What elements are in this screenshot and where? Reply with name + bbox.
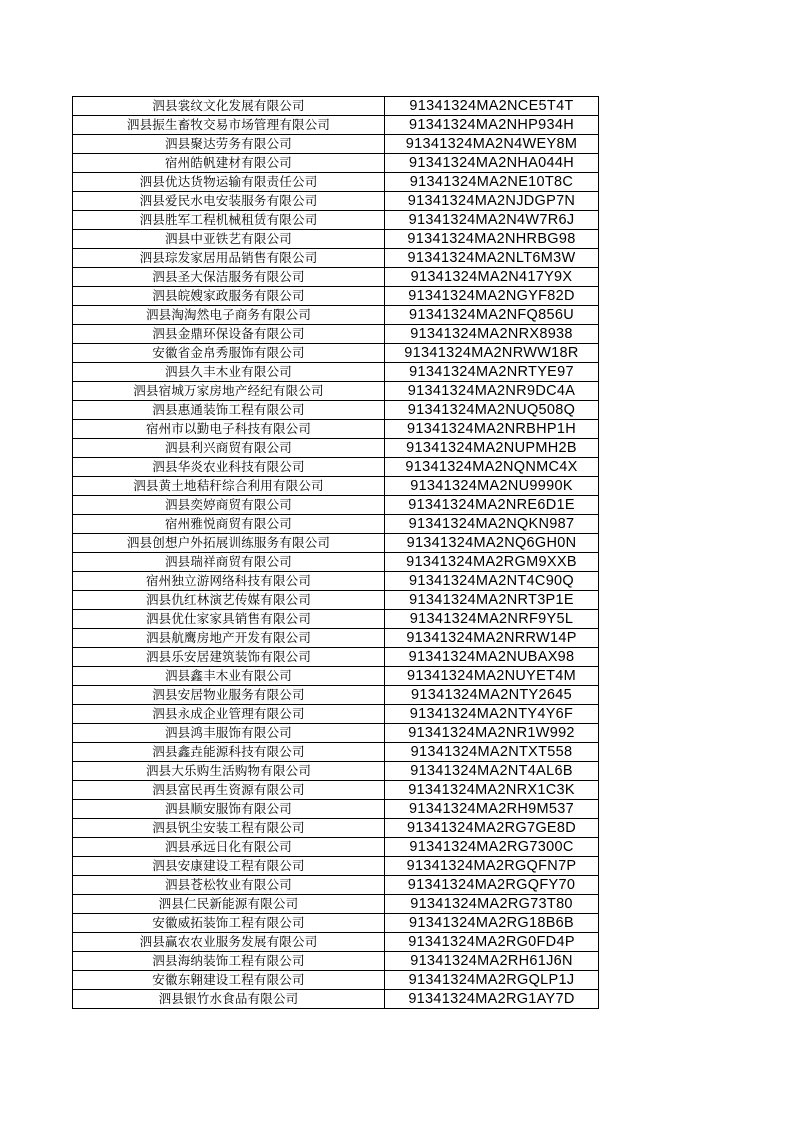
company-name-cell: 泗县惠通装饰工程有限公司: [73, 401, 385, 420]
company-name-cell: 泗县瑞祥商贸有限公司: [73, 553, 385, 572]
company-name-cell: 泗县赢农农业服务发展有限公司: [73, 933, 385, 952]
credit-code-cell: 91341324MA2NU9990K: [385, 477, 599, 496]
table-row: [73, 553, 599, 572]
credit-code-cell: 91341324MA2RG7300C: [385, 838, 599, 857]
company-name-cell: 泗县永成企业管理有限公司: [73, 705, 385, 724]
company-name-cell: 泗县胜军工程机械租赁有限公司: [73, 211, 385, 230]
company-name-cell: 宿州独立游网络科技有限公司: [73, 572, 385, 591]
company-name-cell: 泗县乐安居建筑装饰有限公司: [73, 648, 385, 667]
company-name-cell: 泗县优仕家家具销售有限公司: [73, 610, 385, 629]
credit-code-cell: 91341324MA2RGQLP1J: [385, 971, 599, 990]
credit-code-cell: 91341324MA2NT4C90Q: [385, 572, 599, 591]
table-row: [73, 971, 599, 990]
credit-code-cell: 91341324MA2NHRBG98: [385, 230, 599, 249]
table-row: [73, 705, 599, 724]
credit-code-cell: 91341324MA2NUQ508Q: [385, 401, 599, 420]
credit-code-cell: 91341324MA2NTXT558: [385, 743, 599, 762]
table-row: [73, 458, 599, 477]
credit-code-cell: 91341324MA2NRT3P1E: [385, 591, 599, 610]
table-row: [73, 743, 599, 762]
company-name-cell: 安徽威拓装饰工程有限公司: [73, 914, 385, 933]
table-row: [73, 192, 599, 211]
table-row: [73, 135, 599, 154]
table-row: [73, 838, 599, 857]
company-name-cell: 泗县航鹰房地产开发有限公司: [73, 629, 385, 648]
company-name-cell: 泗县鑫丰木业有限公司: [73, 667, 385, 686]
credit-code-cell: 91341324MA2NRTYE97: [385, 363, 599, 382]
company-name-cell: 泗县创想户外拓展训练服务有限公司: [73, 534, 385, 553]
table-row: [73, 800, 599, 819]
table-row: [73, 781, 599, 800]
credit-code-cell: 91341324MA2RG73T80: [385, 895, 599, 914]
credit-code-cell: 91341324MA2NRE6D1E: [385, 496, 599, 515]
table-row: [73, 496, 599, 515]
table-row: [73, 401, 599, 420]
credit-code-cell: 91341324MA2NLT6M3W: [385, 249, 599, 268]
company-name-cell: 泗县鸿丰服饰有限公司: [73, 724, 385, 743]
table-row: [73, 857, 599, 876]
company-name-cell: 泗县安康建设工程有限公司: [73, 857, 385, 876]
table-row: [73, 154, 599, 173]
company-name-cell: 泗县宿城万家房地产经纪有限公司: [73, 382, 385, 401]
credit-code-cell: 91341324MA2RH9M537: [385, 800, 599, 819]
company-name-cell: 宿州皓帆建材有限公司: [73, 154, 385, 173]
company-name-cell: 安徽省金帛秀服饰有限公司: [73, 344, 385, 363]
table-row: [73, 344, 599, 363]
company-name-cell: 泗县皖嫂家政服务有限公司: [73, 287, 385, 306]
credit-code-cell: 91341324MA2NRWW18R: [385, 344, 599, 363]
credit-code-cell: 91341324MA2NUPMH2B: [385, 439, 599, 458]
credit-code-cell: 91341324MA2NTY2645: [385, 686, 599, 705]
credit-code-cell: 91341324MA2NRRW14P: [385, 629, 599, 648]
table-row: [73, 895, 599, 914]
company-name-cell: 泗县安居物业服务有限公司: [73, 686, 385, 705]
table-row: [73, 629, 599, 648]
table-row: [73, 952, 599, 971]
company-name-cell: 泗县奕婷商贸有限公司: [73, 496, 385, 515]
table-row: [73, 914, 599, 933]
table-row: [73, 249, 599, 268]
table-row: [73, 591, 599, 610]
credit-code-cell: 91341324MA2NRF9Y5L: [385, 610, 599, 629]
company-name-cell: 泗县爱民水电安装服务有限公司: [73, 192, 385, 211]
table-row: [73, 268, 599, 287]
company-name-cell: 泗县银竹水食品有限公司: [73, 990, 385, 1009]
table-row: [73, 648, 599, 667]
company-name-cell: 泗县振生畜牧交易市场管理有限公司: [73, 116, 385, 135]
table-row: [73, 686, 599, 705]
table-row: [73, 325, 599, 344]
credit-code-cell: 91341324MA2RG1AY7D: [385, 990, 599, 1009]
table-row: [73, 572, 599, 591]
company-name-cell: 泗县黄土地秸秆综合利用有限公司: [73, 477, 385, 496]
company-name-cell: 泗县中亚铁艺有限公司: [73, 230, 385, 249]
credit-code-cell: 91341324MA2RGQFN7P: [385, 857, 599, 876]
company-name-cell: 泗县大乐购生活购物有限公司: [73, 762, 385, 781]
credit-code-cell: 91341324MA2NGYF82D: [385, 287, 599, 306]
table-row: [73, 382, 599, 401]
company-name-cell: 泗县久丰木业有限公司: [73, 363, 385, 382]
company-name-cell: 泗县海纳装饰工程有限公司: [73, 952, 385, 971]
table-row: [73, 667, 599, 686]
table-row: [73, 287, 599, 306]
credit-code-cell: 91341324MA2NQNMC4X: [385, 458, 599, 477]
company-name-cell: 泗县富民再生资源有限公司: [73, 781, 385, 800]
credit-code-cell: 91341324MA2NRX8938: [385, 325, 599, 344]
credit-code-cell: 91341324MA2RG0FD4P: [385, 933, 599, 952]
company-name-cell: 泗县金鼎环保设备有限公司: [73, 325, 385, 344]
company-name-cell: 泗县仇红林演艺传媒有限公司: [73, 591, 385, 610]
credit-code-cell: 91341324MA2NT4AL6B: [385, 762, 599, 781]
company-name-cell: 泗县顺安服饰有限公司: [73, 800, 385, 819]
credit-code-cell: 91341324MA2NUBAX98: [385, 648, 599, 667]
company-name-cell: 泗县钒尘安装工程有限公司: [73, 819, 385, 838]
table-row: [73, 439, 599, 458]
table-row: [73, 306, 599, 325]
company-registry-table: [72, 96, 599, 1009]
table-row: [73, 173, 599, 192]
company-name-cell: 泗县鑫垚能源科技有限公司: [73, 743, 385, 762]
company-name-cell: 泗县裳纹文化发展有限公司: [73, 97, 385, 116]
table-row: [73, 116, 599, 135]
company-name-cell: 泗县承远日化有限公司: [73, 838, 385, 857]
table-row: [73, 610, 599, 629]
credit-code-cell: 91341324MA2NFQ856U: [385, 306, 599, 325]
credit-code-cell: 91341324MA2NQ6GH0N: [385, 534, 599, 553]
table-row: [73, 97, 599, 116]
credit-code-cell: 91341324MA2NR1W992: [385, 724, 599, 743]
company-name-cell: 安徽东翱建设工程有限公司: [73, 971, 385, 990]
credit-code-cell: 91341324MA2N417Y9X: [385, 268, 599, 287]
credit-code-cell: 91341324MA2NUYET4M: [385, 667, 599, 686]
company-name-cell: 泗县圣大保洁服务有限公司: [73, 268, 385, 287]
table-row: [73, 762, 599, 781]
company-name-cell: 泗县优达货物运输有限责任公司: [73, 173, 385, 192]
credit-code-cell: 91341324MA2NJDGP7N: [385, 192, 599, 211]
company-name-cell: 宿州市以勤电子科技有限公司: [73, 420, 385, 439]
credit-code-cell: 91341324MA2NHP934H: [385, 116, 599, 135]
table-row: [73, 420, 599, 439]
table-row: [73, 876, 599, 895]
credit-code-cell: 91341324MA2NCE5T4T: [385, 97, 599, 116]
credit-code-cell: 91341324MA2RH61J6N: [385, 952, 599, 971]
table-row: [73, 477, 599, 496]
table-row: [73, 211, 599, 230]
credit-code-cell: 91341324MA2RGQFY70: [385, 876, 599, 895]
table-row: [73, 363, 599, 382]
credit-code-cell: 91341324MA2NE10T8C: [385, 173, 599, 192]
credit-code-cell: 91341324MA2RG7GE8D: [385, 819, 599, 838]
table-row: [73, 933, 599, 952]
company-name-cell: 泗县聚达劳务有限公司: [73, 135, 385, 154]
company-name-cell: 泗县华炎农业科技有限公司: [73, 458, 385, 477]
company-registry-body: [73, 97, 599, 1009]
credit-code-cell: 91341324MA2RG18B6B: [385, 914, 599, 933]
credit-code-cell: 91341324MA2NR9DC4A: [385, 382, 599, 401]
table-row: [73, 515, 599, 534]
credit-code-cell: 91341324MA2NRBHP1H: [385, 420, 599, 439]
credit-code-cell: 91341324MA2N4W7R6J: [385, 211, 599, 230]
company-name-cell: 泗县利兴商贸有限公司: [73, 439, 385, 458]
table-row: [73, 534, 599, 553]
table-row: [73, 819, 599, 838]
credit-code-cell: 91341324MA2NRX1C3K: [385, 781, 599, 800]
table-row: [73, 990, 599, 1009]
company-name-cell: 泗县苍松牧业有限公司: [73, 876, 385, 895]
company-name-cell: 泗县淘淘然电子商务有限公司: [73, 306, 385, 325]
company-name-cell: 宿州雅悦商贸有限公司: [73, 515, 385, 534]
credit-code-cell: 91341324MA2N4WEY8M: [385, 135, 599, 154]
credit-code-cell: 91341324MA2RGM9XXB: [385, 553, 599, 572]
company-name-cell: 泗县仁民新能源有限公司: [73, 895, 385, 914]
table-row: [73, 724, 599, 743]
credit-code-cell: 91341324MA2NQKN987: [385, 515, 599, 534]
credit-code-cell: 91341324MA2NHA044H: [385, 154, 599, 173]
table-row: [73, 230, 599, 249]
credit-code-cell: 91341324MA2NTY4Y6F: [385, 705, 599, 724]
company-name-cell: 泗县琮发家居用品销售有限公司: [73, 249, 385, 268]
